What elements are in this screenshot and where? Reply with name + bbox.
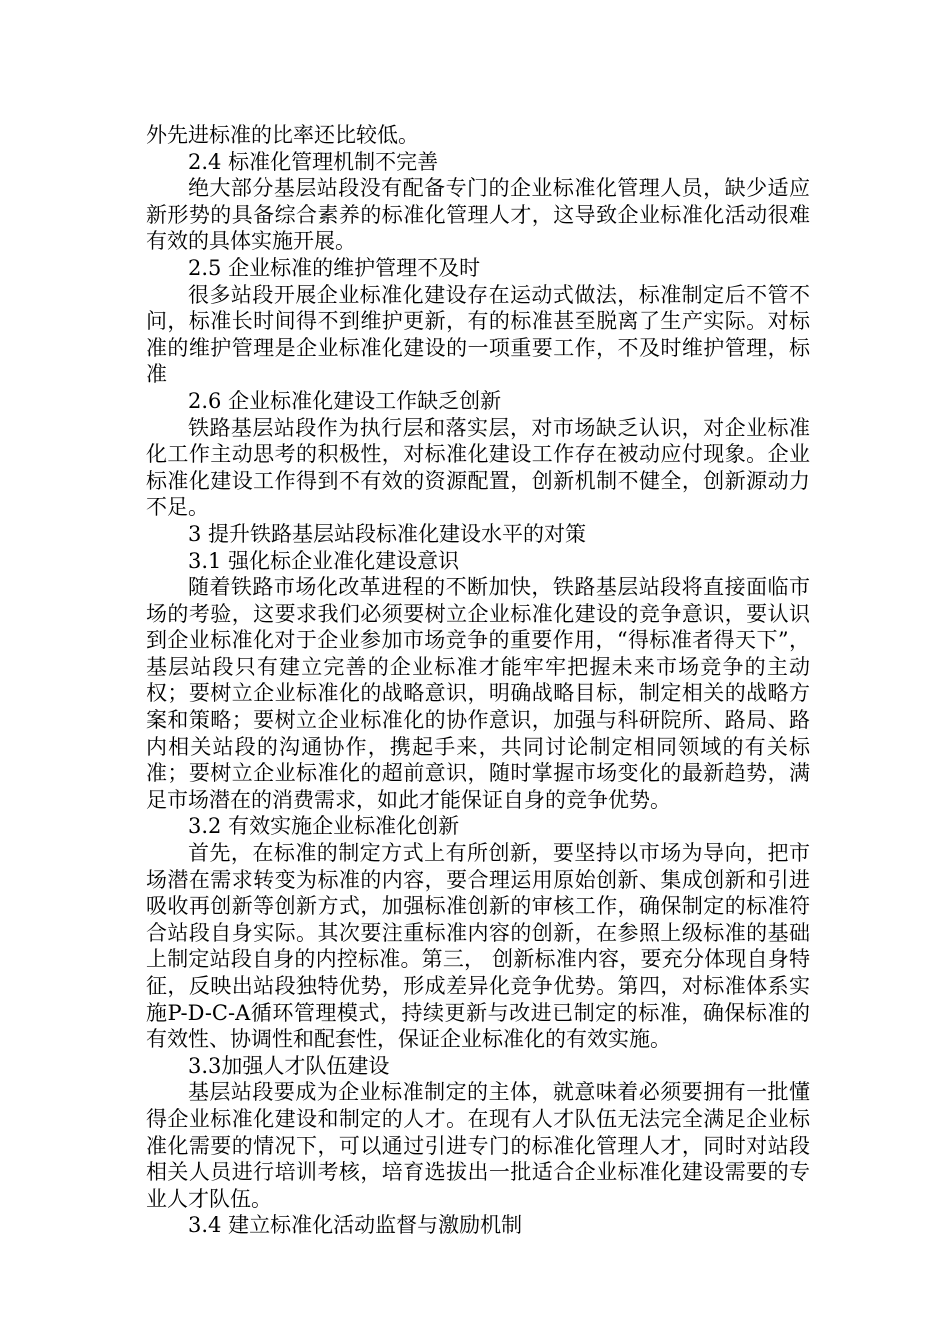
document-body [146,122,810,1239]
section-heading-3-4: 3.4 建立标准化活动监督与激励机制 [188,1213,523,1238]
section-heading-2-4: 2.4 标准化管理机制不完善 [188,149,439,174]
body-paragraph: 铁路基层站段作为执行层和落实层，对市场缺乏认识，对企业标准化工作主动思考的积极性，对标准化建设工作存在被动应付现象。企业标准化建设工作得到不有效的资源配置，创新机制不健全，创新源动力不足。 [146,415,810,520]
body-paragraph: 随着铁路市场化改革进程的不断加快，铁路基层站段将直接面临市场的考验，这要求我们必须要树立企业标准化建设的竞争意识，要认识到企业标准化对于企业参加市场竞争的重要作用，“得标准者得天下”，基层站段只有建立完善的企业标准才能牢牢把握未来市场竞争的主动权；要树立企业标准化的战略意识，明确战略目标，制定相关的战略方案和策略；要树立企业标准化的协作意识，加强与科研院所、路局、路内相关站段的沟通协作，携起手来，共同讨论制定相同领域的有关标准；要树立企业标准化的超前意识，随时掌握市场变化的最新趋势，满足市场潜在的消费需求，如此才能保证自身的竞争优势。 [146,575,810,812]
body-paragraph: 外先进标准的比率还比较低。 [146,123,419,147]
body-paragraph: 绝大部分基层站段没有配备专门的企业标准化管理人员，缺少适应新形势的具备综合素养的标准化管理人才，这导致企业标准化活动很难有效的具体实施开展。 [146,176,810,254]
body-paragraph: 基层站段要成为企业标准制定的主体，就意味着必须要拥有一批懂得企业标准化建设和制定的人才。在现有人才队伍无法完全满足企业标准化需要的情况下，可以通过引进专门的标准化管理人才，同时对站段相关人员进行培训考核，培育选拔出一批适合企业标准化建设需要的专业人才队伍。 [146,1080,810,1211]
section-heading-3: 3 提升铁路基层站段标准化建设水平的对策 [188,521,587,546]
section-heading-3-3: 3.3加强人才队伍建设 [188,1053,390,1078]
body-paragraph: 很多站段开展企业标准化建设存在运动式做法，标准制定后不管不问，标准长时间得不到维护更新，有的标准甚至脱离了生产实际。对标准的维护管理是企业标准化建设的一项重要工作，不及时维护管理，标准 [146,282,810,387]
section-heading-3-2: 3.2 有效实施企业标准化创新 [188,814,460,839]
section-heading-2-5: 2.5 企业标准的维护管理不及时 [188,255,481,280]
body-paragraph: 首先，在标准的制定方式上有所创新，要坚持以市场为导向，把市场潜在需求转变为标准的内容，要合理运用原始创新、集成创新和引进吸收再创新等创新方式，加强标准创新的审核工作，确保制定的标准符合站段自身实际。其次要注重标准内容的创新，在参照上级标准的基础上制定站段自身的内控标准。第三， 创新标准内容，要充分体现自身特征，反映出站段独特优势，形成差异化竞争优势。第四，对标准体系实施P-D-C-A循环管理模式，持续更新与改进已制定的标准，确保标准的有效性、协调性和配套性，保证企业标准化的有效实施。 [146,841,810,1052]
section-heading-3-1: 3.1 强化标企业准化建设意识 [188,548,460,573]
section-heading-2-6: 2.6 企业标准化建设工作缺乏创新 [188,388,502,413]
